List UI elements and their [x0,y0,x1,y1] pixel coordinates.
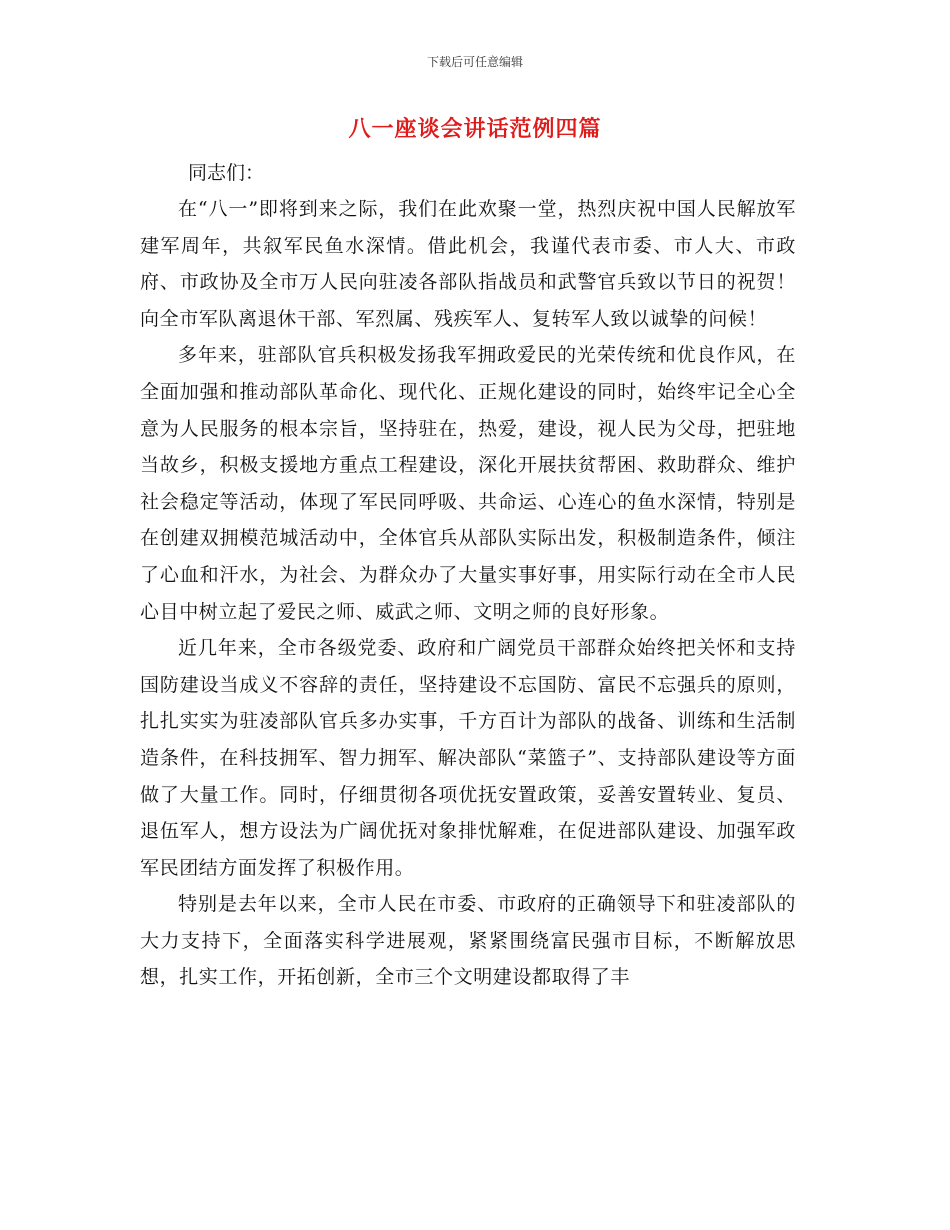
paragraph-3: 近几年来，全市各级党委、政府和广阔党员干部群众始终把关怀和支持国防建设当成义不容辞的责任，坚持建设不忘国防、富民不忘强兵的原则，扎扎实实为驻凌部队官兵多办实事，千方百计为部队的战备、训练和生活制造条件，在科技拥军、智力拥军、解决部队“菜篮子”、支持部队建设等方面做了大量工作。同时，仔细贯彻各项优抚安置政策，妥善安置转业、复员、退伍军人，想方设法为广阔优抚对象排忧解难，在促进部队建设、加强军政军民团结方面发挥了积极作用。 [140,637,796,879]
header-note: 下载后可任意编辑 [426,55,523,69]
paragraph-4: 特别是去年以来，全市人民在市委、市政府的正确领导下和驻凌部队的大力支持下，全面落实科学进展观，紧紧围绕富民强市目标，不断解放思想，扎实工作，开拓创新，全市三个文明建设都取得了丰 [140,893,796,989]
document-body [140,155,796,996]
document-title: 八一座谈会讲话范例四篇 [348,117,602,142]
paragraph-2: 多年来，驻部队官兵积极发扬我军拥政爱民的光荣传统和优良作风，在全面加强和推动部队革命化、现代化、正规化建设的同时，始终牢记全心全意为人民服务的根本宗旨，坚持驻在，热爱，建设，视人民为父母，把驻地当故乡，积极支援地方重点工程建设，深化开展扶贫帮困、救助群众、维护社会稳定等活动，体现了军民同呼吸、共命运、心连心的鱼水深情，特别是在创建双拥模范城活动中，全体官兵从部队实际出发，积极制造条件，倾注了心血和汗水，为社会、为群众办了大量实事好事，用实际行动在全市人民心目中树立起了爱民之师、威武之师、文明之师的良好形象。 [140,344,796,623]
salutation: 同志们： [188,162,265,184]
paragraph-1: 在“八一”即将到来之际，我们在此欢聚一堂，热烈庆祝中国人民解放军建军周年，共叙军民鱼水深情。借此机会，我谨代表市委、市人大、市政府、市政协及全市万人民向驻凌各部队指战员和武警官兵致以节日的祝贺！向全市军队离退休干部、军烈属、残疾军人、复转军人致以诚挚的问候！ [140,198,796,330]
